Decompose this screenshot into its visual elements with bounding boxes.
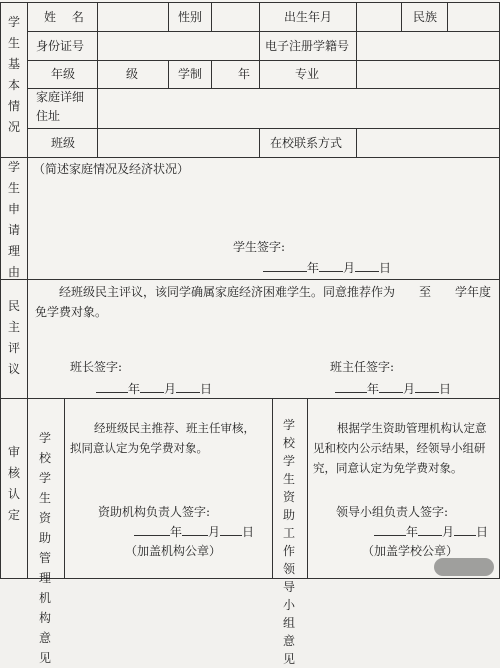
contact-label: 在校联系方式 [270,136,343,150]
rule [447,2,448,31]
rule [97,128,98,157]
section-label-evaluation: 民主评议 [7,299,20,376]
name-label: 姓 名 [44,10,90,24]
group-signature-label: 领导小组负责人签字: [336,505,449,519]
month-blank [182,524,208,536]
rule [97,31,98,60]
grade-label: 年级 [51,67,76,81]
work-group-text: 根据学生资助管理机构认定意见和校内公示结果，经领导小组研究，同意认定为免学费对象。 [313,421,487,475]
group-sign-date [374,524,488,539]
rule [307,398,308,578]
rule [97,2,98,31]
schooling-label: 学制 [178,67,203,81]
student-sign-date [263,260,391,275]
student-signature-label: 学生签字: [233,240,286,254]
rule [0,398,500,399]
rule [356,128,357,157]
year-label: 年 [307,261,320,275]
section-label-reason: 学生申请理由 [7,160,20,279]
agency-signature-label: 资助机构负责人签字: [98,505,211,519]
rule [259,2,260,31]
month-label: 月 [208,525,221,539]
work-group-label: 学校学生资助工作领导小组意见 [282,418,295,666]
gender-label: 性别 [178,10,203,24]
day-label: 日 [476,525,489,539]
year-label: 年 [170,525,183,539]
month-label: 月 [442,525,455,539]
rule [97,60,98,88]
rule [356,60,357,88]
year-blank [263,260,307,272]
rule [401,2,402,31]
rule [272,398,273,578]
grade-unit: 级 [126,67,139,81]
agency-stamp-note: （加盖机构公章） [125,544,222,558]
rule [168,2,169,31]
teacher-signature-label: 班主任签字: [330,360,395,374]
rule [259,128,260,157]
month-label: 月 [403,382,416,396]
ethnicity-label: 民族 [413,10,438,24]
day-blank [355,260,379,272]
major-label: 专业 [295,67,320,81]
address-label: 家庭详细住址 [36,90,85,123]
year-blank [134,524,170,536]
watermark-badge [434,558,494,576]
day-label: 日 [200,382,213,396]
day-blank [454,524,476,536]
birth-label: 出生年月 [284,10,333,24]
year-blank [96,381,128,393]
monitor-sign-date [96,381,212,396]
year-blank [335,381,367,393]
year-blank [374,524,406,536]
rule [0,157,500,158]
rule [211,60,212,88]
day-blank [176,381,200,393]
school-agency-label: 学校学生资助管理机构意见 [38,431,51,665]
rule [0,2,1,578]
rule [259,31,260,60]
rule [0,578,500,579]
day-blank [415,381,439,393]
agency-sign-date [134,524,254,539]
student-reg-label: 电子注册学籍号 [265,39,350,53]
rule [0,2,500,3]
section-label-review: 审核认定 [7,445,20,522]
school-stamp-note: （加盖学校公章） [362,544,459,558]
rule [0,279,500,280]
month-blank [319,260,343,272]
month-blank [140,381,164,393]
year-label: 年 [128,382,141,396]
monitor-signature-label: 班长签字: [70,360,123,374]
day-label: 日 [242,525,255,539]
month-label: 月 [164,382,177,396]
reason-hint: （简述家庭情况及经济状况） [33,162,190,176]
year-label: 年 [367,382,380,396]
rule [356,2,357,31]
school-agency-text: 经班级民主推荐、班主任审核，拟同意认定为免学费对象。 [70,421,255,455]
rule [259,60,260,88]
year-label: 年 [406,525,419,539]
section-label-basic-info: 学生基本情况 [7,15,20,134]
month-blank [418,524,442,536]
schooling-unit: 年 [238,67,251,81]
rule [64,398,65,578]
day-label: 日 [379,261,392,275]
id-number-label: 身份证号 [36,39,85,53]
month-blank [379,381,403,393]
class-label: 班级 [51,136,76,150]
rule [356,31,357,60]
month-label: 月 [343,261,356,275]
rule [168,60,169,88]
rule [211,2,212,31]
teacher-sign-date [335,381,451,396]
day-blank [220,524,242,536]
day-label: 日 [439,382,452,396]
evaluation-text: 经班级民主评议，该同学确属家庭经济困难学生。同意推荐作为 至 学年度免学费对象。 [35,285,492,319]
rule [97,88,98,128]
rule [27,2,28,578]
